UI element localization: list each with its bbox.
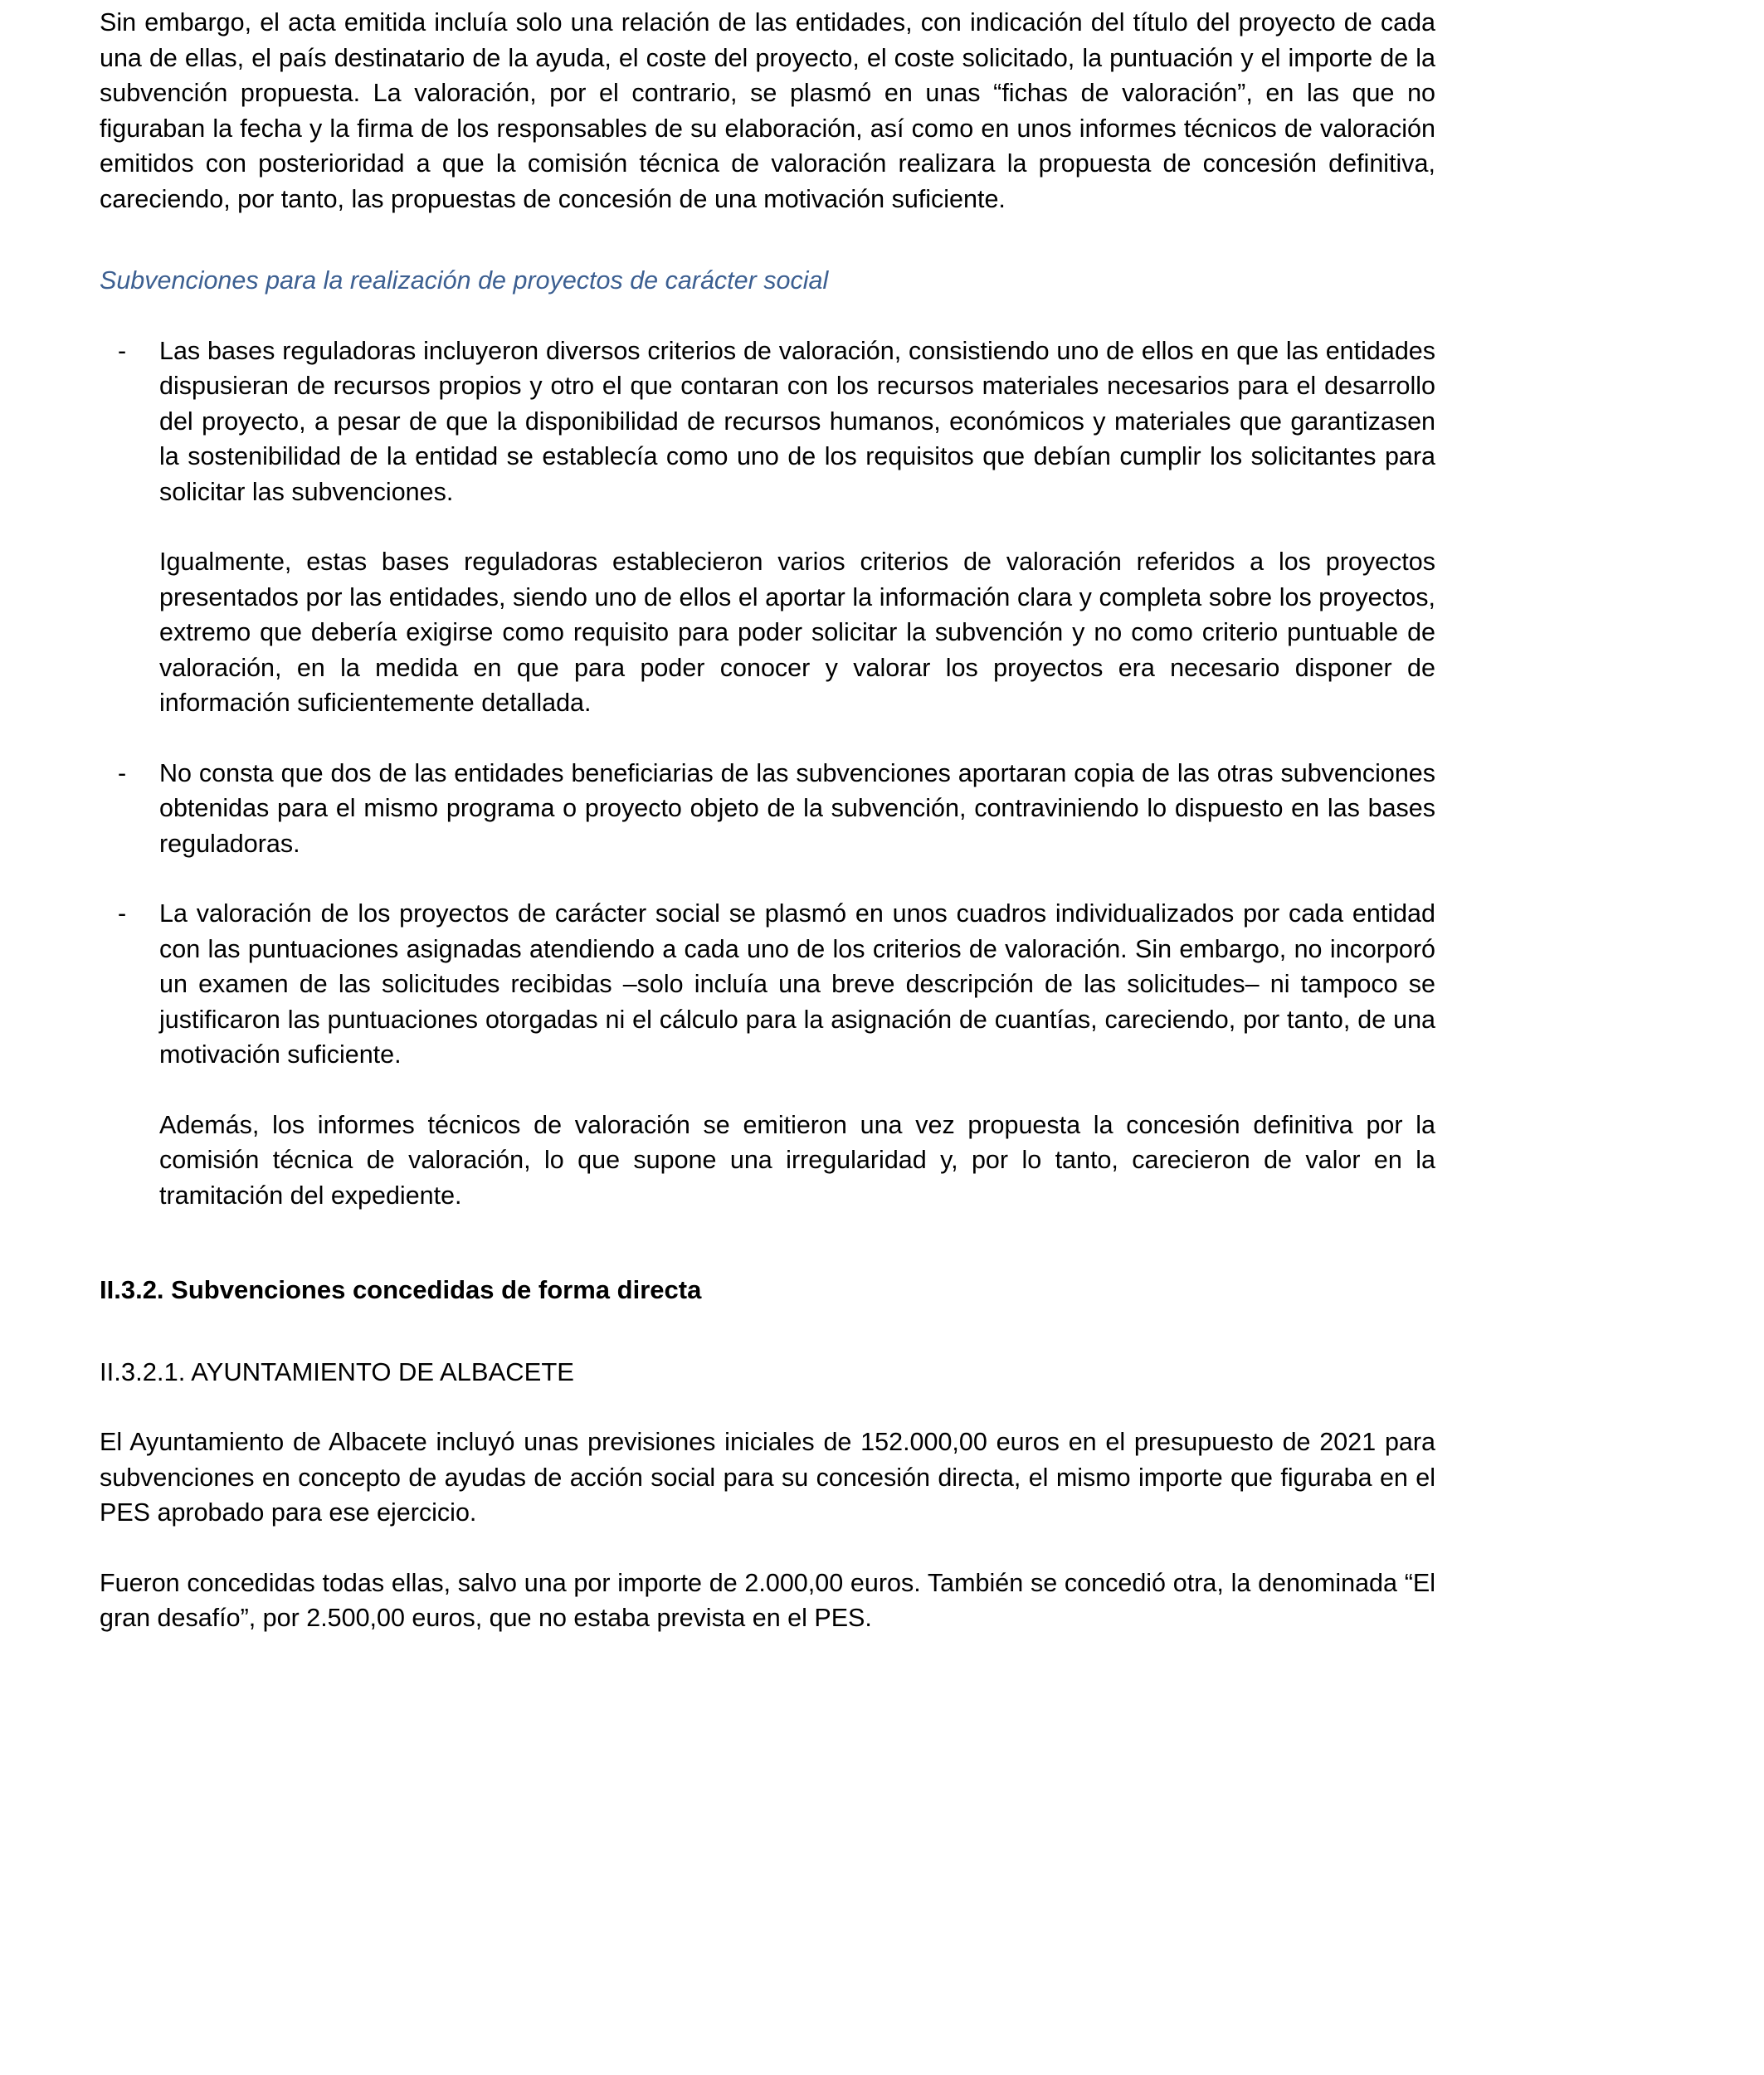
bullet-1-paragraph-2: Igualmente, estas bases reguladoras establecieron varios criterios de valoración referidos a los proyectos presentados por las entidades, siendo uno de ellos el aportar la información clara y completa sobre los proyectos, extremo que debería exigirse como requisito para poder solicitar la subvención y no como criterio puntuable de valoración, en la medida en que para poder conocer y valorar los proyectos era necesario disponer de información suficientemente detallada. [159,548,1435,717]
bullet-3-paragraph-2: Además, los informes técnicos de valoración se emitieron una vez propuesta la concesión definitiva por la comisión técnica de valoración, lo que supone una irregularidad y, por lo tanto, carecieron de valor en la tramitación del expediente. [159,1110,1435,1210]
list-item [118,896,1435,1213]
bullet-1-paragraph-1: Las bases reguladoras incluyeron diversos criterios de valoración, consistiendo uno de ellos en que las entidades dispusieran de recursos propios y otro el que contaran con los recursos materiales necesarios para el desarrollo del proyecto, a pesar de que la disponibilidad de recursos humanos, económicos y materiales que garantizasen la sostenibilidad de la entidad se establecía como uno de los requisitos que debían cumplir los solicitantes para solicitar las subvenciones. [159,336,1435,506]
bullet-marker-icon: - [118,899,127,928]
bullet-3-paragraph-1: La valoración de los proyectos de carácter social se plasmó en unos cuadros individualizados por cada entidad con las puntuaciones asignadas atendiendo a cada uno de los criterios de valoración. Sin embargo, no incorporó un examen de las solicitudes recibidas –solo incluía una breve descripción de las solicitudes– ni tampoco se justificaron las puntuaciones otorgadas ni el cálculo para la asignación de cuantías, careciendo, por tanto, de una motivación suficiente. [159,899,1435,1069]
page-content [100,0,1435,1636]
social-projects-heading: Subvenciones para la realización de proyectos de carácter social [100,266,829,295]
albacete-paragraph-1: El Ayuntamiento de Albacete incluyó unas previsiones iniciales de 152.000,00 euros en el presupuesto de 2021 para subvenciones en concepto de ayudas de acción social para su concesión directa, el mismo importe que figuraba en el PES aprobado para ese ejercicio. [100,1428,1435,1527]
list-item [118,756,1435,862]
list-item [118,334,1435,721]
list-item-body [159,756,1435,862]
bullet-2-paragraph-1: No consta que dos de las entidades beneficiarias de las subvenciones aportaran copia de las otras subvenciones obtenidas para el mismo programa o proyecto objeto de la subvención, contraviniendo lo dispuesto en las bases reguladoras. [159,758,1435,858]
intro-paragraph: Sin embargo, el acta emitida incluía solo una relación de las entidades, con indicación del título del proyecto de cada una de ellas, el país destinatario de la ayuda, el coste del proyecto, el coste solicitado, la puntuación y el importe de la subvención propuesta. La valoración, por el contrario, se plasmó en unas “fichas de valoración”, en las que no figuraban la fecha y la firma de los responsables de su elaboración, así como en unos informes técnicos de valoración emitidos con posterioridad a que la comisión técnica de valoración realizara la propuesta de concesión definitiva, careciendo, por tanto, las propuestas de concesión de una motivación suficiente. [100,8,1435,213]
bullet-marker-icon: - [118,336,127,365]
list-item-body [159,334,1435,721]
subsection-heading-ii-3-2-1: II.3.2.1. AYUNTAMIENTO DE ALBACETE [100,1357,574,1386]
bullet-marker-icon: - [118,758,127,787]
list-item-body [159,896,1435,1213]
section-heading-ii-3-2: II.3.2. Subvenciones concedidas de forma directa [100,1275,702,1304]
albacete-paragraph-2: Fueron concedidas todas ellas, salvo una por importe de 2.000,00 euros. También se concedió otra, la denominada “El gran desafío”, por 2.500,00 euros, que no estaba prevista en el PES. [100,1568,1435,1632]
